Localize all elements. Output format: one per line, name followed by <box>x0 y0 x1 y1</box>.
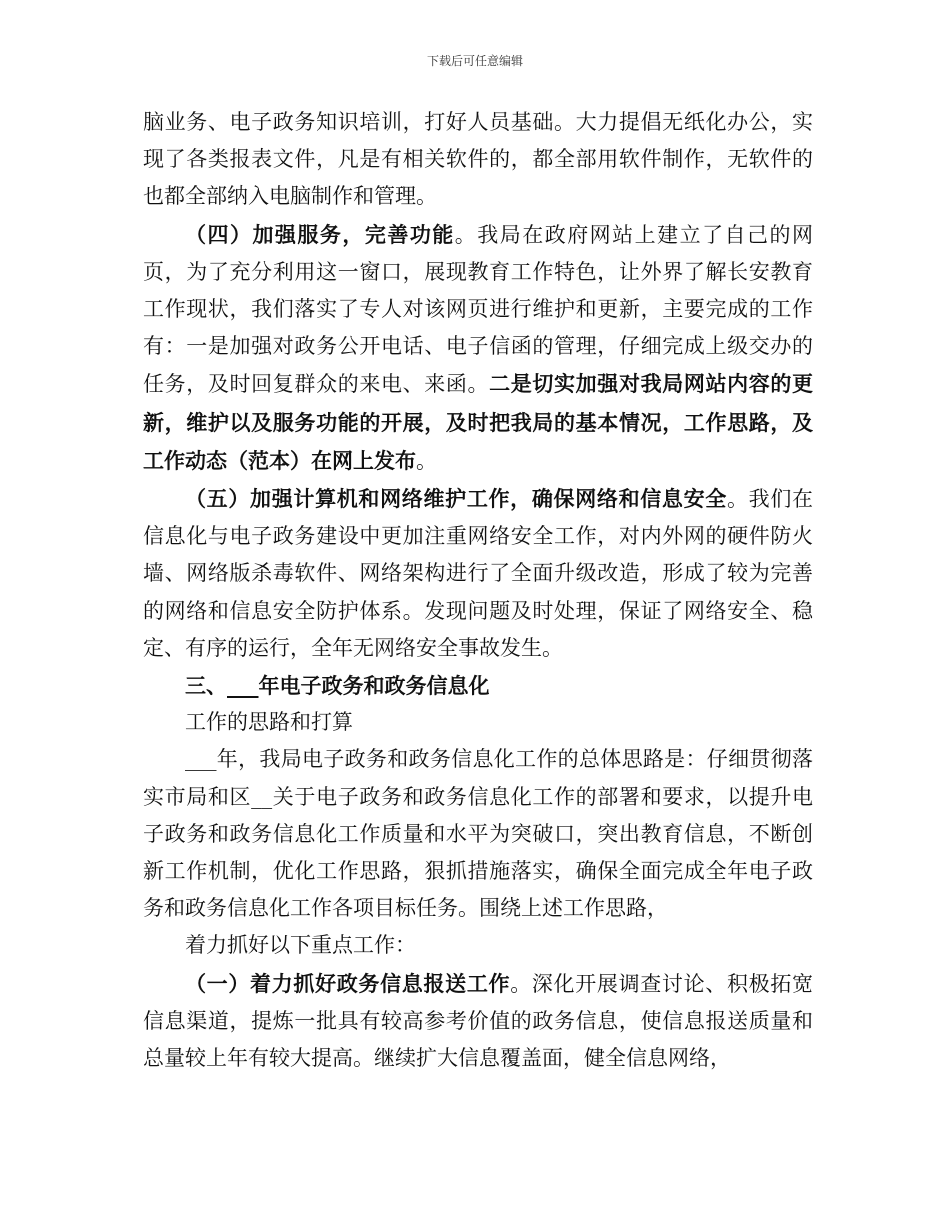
section-heading-1: （一）着力抓好政务信息报送工作 <box>185 970 511 996</box>
section-heading-5: （五）加强计算机和网络维护工作，确保网络和信息安全 <box>185 486 727 512</box>
paragraph-2-text: 。我局在政府网站上建立了自己的网页，为了充分利用这一窗口，展现教育工作特色，让外界了解长安教育工作现状，我们落实了专人对该网页进行维护和更新，主要完成的工作有：一是加强对政务公开电话、电子信函的管理，仔细完成上级交办的任务，及时回复群众的来电、来函。 <box>143 222 814 397</box>
chapter-heading-3: 三、___年电子政务和政务信息化 <box>185 673 490 699</box>
page-header: 下载后可任意编辑 <box>426 54 523 68</box>
section-heading-4: （四）加强服务，完善功能 <box>185 221 455 247</box>
paragraph-3 <box>143 480 813 667</box>
paragraph-6 <box>143 965 813 1078</box>
paragraph-2 <box>143 216 813 480</box>
paragraph-1: 脑业务、电子政务知识培训，打好人员基础。大力提倡无纸化办公，实现了各类报表文件，凡是有相关软件的，都全部用软件制作，无软件的也都全部纳入电脑制作和管理。 <box>143 110 813 209</box>
paragraph-3-text: 。我们在信息化与电子政务建设中更加注重网络安全工作，对内外网的硬件防火墙、网络版杀毒软件、网络架构进行了全面升级改造，形成了较为完善的网络和信息安全防护体系。发现问题及时处理，保证了网络安全、稳定、有序的运行，全年无网络安全事故发生。 <box>143 487 814 660</box>
paragraph-2-end: 。 <box>416 448 437 473</box>
paragraph-5: 着力抓好以下重点工作： <box>185 933 416 958</box>
document-body <box>143 104 813 1077</box>
paragraph-4: ___年，我局电子政务和政务信息化工作的总体思路是：仔细贯彻落实市局和区__关于电子政务和政务信息化工作的部署和要求，以提升电子政务和政务信息化工作质量和水平为突破口，突出教育信息，不断创新工作机制，优化工作思路，狠抓措施落实，确保全面完成全年电子政务和政务信息化工作各项目标任务。围绕上述工作思路， <box>143 747 813 921</box>
paragraph-6-text: 。深化开展调查讨论、积极拓宽信息渠道，提炼一批具有较高参考价值的政务信息，使信息报送质量和总量较上年有较大提高。继续扩大信息覆盖面，健全信息网络， <box>143 971 814 1071</box>
chapter-heading-3-continued: 工作的思路和打算 <box>185 710 353 735</box>
paragraph-2-bold-text: 二是切实加强对我局网站内容的更新，维护以及服务功能的开展，及时把我局的基本情况，工作思路，及工作动态（范本）在网上发布 <box>143 371 814 473</box>
